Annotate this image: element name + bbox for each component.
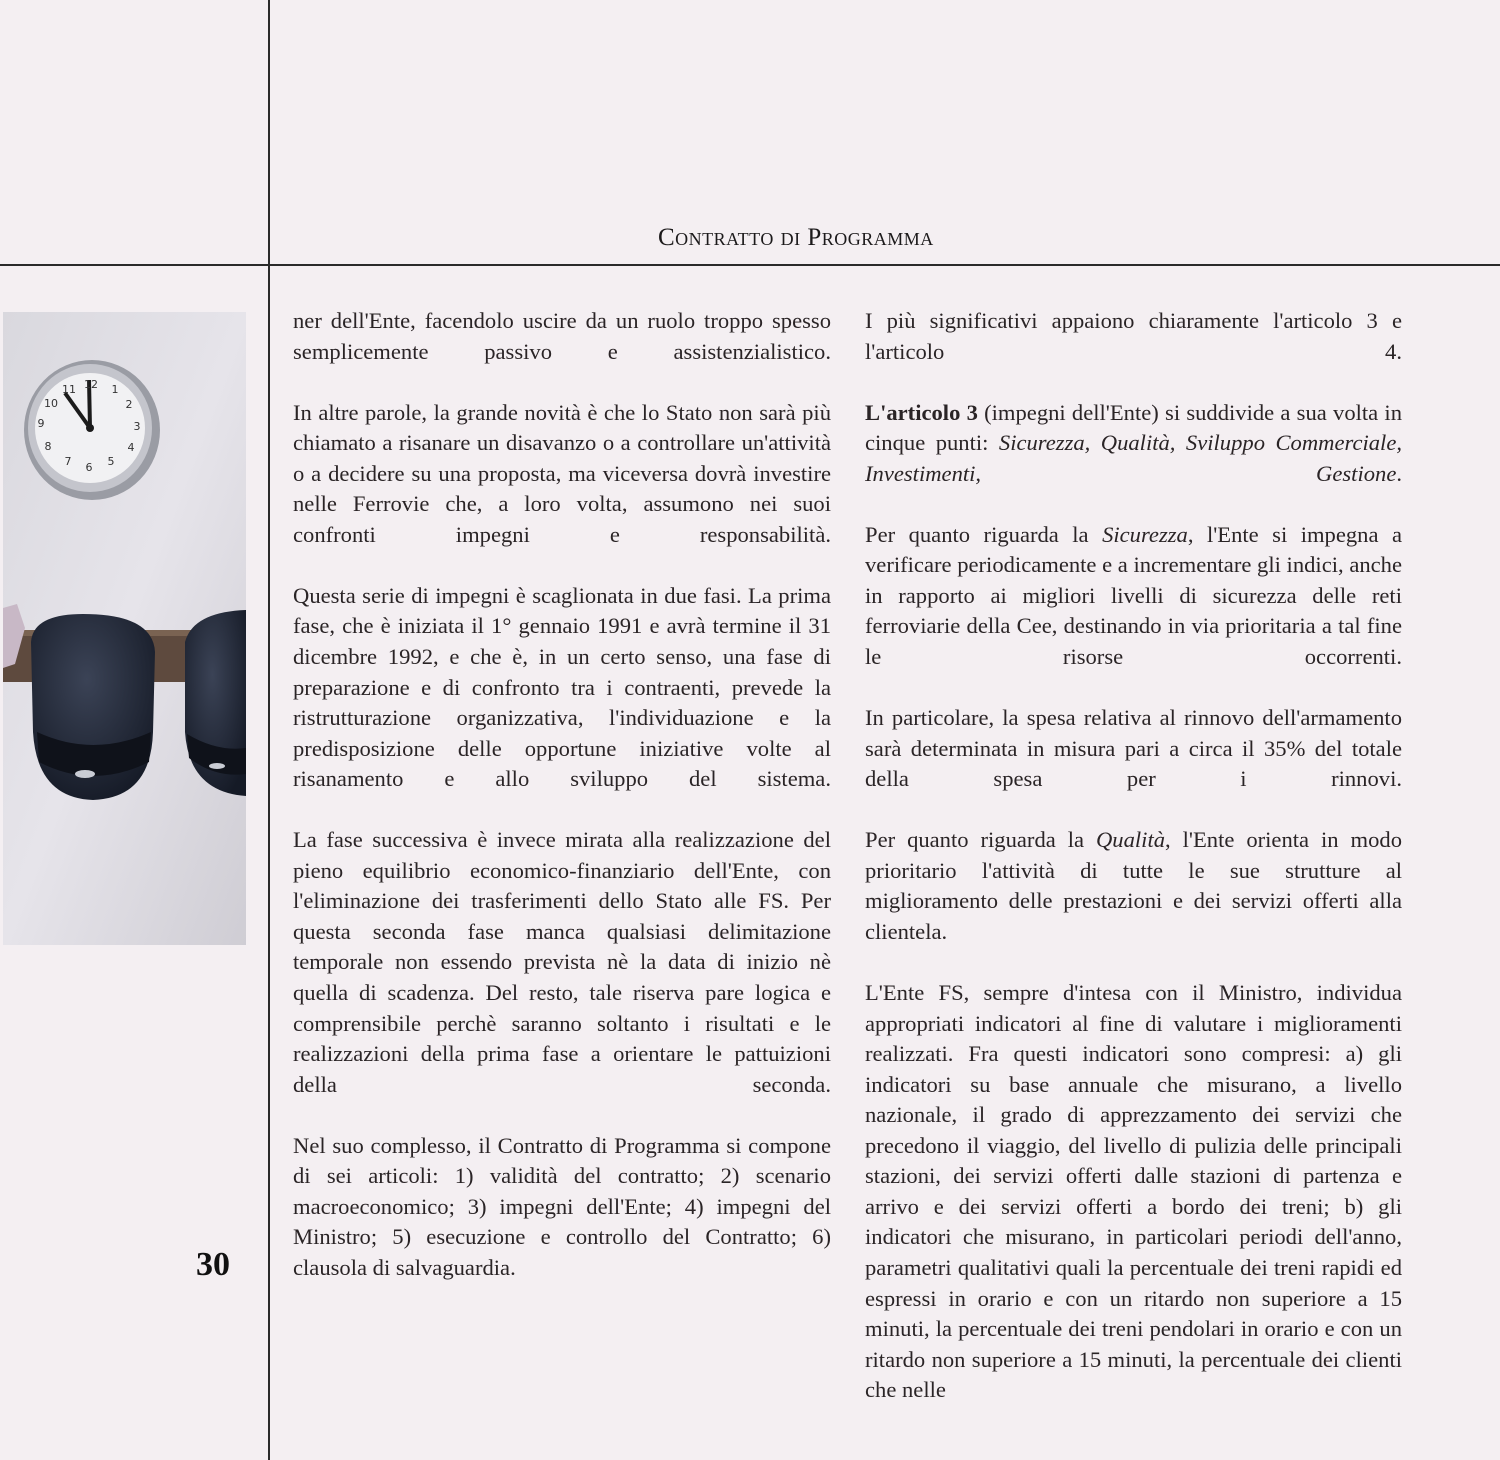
sicurezza-term: Sicurezza bbox=[1102, 521, 1188, 547]
clock-numeral-2: 2 bbox=[125, 398, 133, 411]
article-3-text: (impegni dell'Ente) si suddivide a sua volta in cinque punti: bbox=[865, 399, 1402, 456]
cap-left-icon bbox=[31, 614, 155, 800]
clock-numeral-4: 4 bbox=[127, 441, 135, 454]
right-paragraph-6: L'Ente FS, sempre d'intesa con il Ministro, individua appropriati indicatori al fine di valutare i miglioramenti realizzati. Fra questi indicatori sono compresi: a) gli indicatori su base annuale che misurano, a livello nazionale, il grado di apprezzamento dei servizi che precedono il viaggio, del livello di pulizia delle principali stazioni, dei servizi offerti dalle stazioni di partenza e arrivo e dei servizi offerti a bordo dei treni; b) gli indicatori che misurano, in particolari periodi dell'anno, parametri qualitativi quali la percentuale dei treni rapidi ed espressi in orario e con un ritardo non superiore a 15 minuti, la percentuale dei treni pendolari in orario e con un ritardo non superiore a 15 minuti, la percentuale dei clienti che nelle bbox=[865, 980, 1402, 1403]
right-paragraph-2 bbox=[865, 398, 1402, 520]
right-paragraph-4: In particolare, la spesa relativa al rinnovo dell'armamento sarà determinata in misura pari a circa il 35% del totale della spesa per i rinnovi. bbox=[865, 705, 1402, 792]
clock-numeral-6: 6 bbox=[85, 461, 93, 474]
clock-numeral-8: 8 bbox=[44, 440, 52, 453]
clock-numeral-9: 9 bbox=[37, 417, 45, 430]
sicurezza-lead: Per quanto riguarda la bbox=[865, 521, 1103, 547]
header-rule bbox=[0, 264, 1500, 266]
left-text-column bbox=[293, 306, 831, 1284]
sicurezza-text: , l'Ente si impegna a verificare periodicamente e a incrementare gli indici, anche in rapporto ai migliori livelli di sicurezza delle reti ferroviarie della Cee, destinando in via prioritaria a tal fine le risorse occorrenti. bbox=[865, 521, 1402, 670]
right-paragraph-3 bbox=[865, 520, 1402, 703]
photo-clock-and-caps bbox=[3, 312, 246, 945]
left-paragraph-1: ner dell'Ente, facendolo uscire da un ruolo troppo spesso semplicemente passivo e assistenzialistico. bbox=[293, 308, 831, 364]
running-header: Contratto di Programma bbox=[658, 224, 934, 251]
qualita-text: , l'Ente orienta in modo prioritario l'attività di tutte le sue strutture al miglioramento delle prestazioni e dei servizi offerti alla clientela. bbox=[865, 827, 1402, 944]
article-3-end: . bbox=[1396, 460, 1402, 486]
article-3-points: Sicurezza, Qualità, Sviluppo Commerciale, Investimenti, Gestione bbox=[865, 430, 1402, 486]
right-paragraph-1: I più significativi appaiono chiaramente l'articolo 3 e l'articolo 4. bbox=[865, 308, 1402, 364]
clock-numeral-10: 10 bbox=[44, 397, 58, 410]
clock-numeral-7: 7 bbox=[64, 455, 72, 468]
page-number: 30 bbox=[196, 1246, 230, 1283]
article-3-heading: L'articolo 3 bbox=[865, 399, 978, 425]
left-paragraph-3: Questa serie di impegni è scaglionata in due fasi. La prima fase, che è iniziata il 1° gennaio 1991 e avrà termine il 31 dicembre 1992, e che è, in un certo senso, una fase di preparazione e di confronto tra i contraenti, prevede la ristrutturazione organizzativa, l'individuazione e la predisposizione delle opportune iniziative volte al risanamento e allo sviluppo del sistema. bbox=[293, 582, 831, 792]
qualita-term: Qualità bbox=[1095, 827, 1166, 853]
right-text-column bbox=[865, 306, 1402, 1406]
clock-numeral-12: 12 bbox=[84, 378, 98, 391]
clock-numeral-5: 5 bbox=[107, 455, 115, 468]
left-paragraph-4: La fase successiva è invece mirata alla realizzazione del pieno equilibrio economico-finanziario dell'Ente, con l'eliminazione dei trasferimenti dello Stato alle FS. Per questa seconda fase manca qualsiasi delimitazione temporale non essendo prevista nè la data di inizio nè quella di scadenza. Del resto, tale riserva pare logica e comprensibile perchè saranno soltanto i risultati e le realizzazioni della prima fase a orientare le pattuizioni della seconda. bbox=[293, 827, 831, 1097]
right-paragraph-5 bbox=[865, 825, 1402, 978]
clock-numeral-1: 1 bbox=[111, 383, 119, 396]
left-paragraph-2: In altre parole, la grande novità è che lo Stato non sarà più chiamato a risanare un disavanzo o a controllare un'attività o a decidere su una proposta, ma viceversa dovrà investire nelle Ferrovie che, a loro volta, assumono nei suoi confronti impegni e responsabilità. bbox=[293, 399, 831, 547]
clock-numeral-3: 3 bbox=[133, 420, 141, 433]
qualita-lead: Per quanto riguarda la bbox=[865, 827, 1096, 853]
vertical-rule bbox=[268, 0, 270, 1460]
left-paragraph-5: Nel suo complesso, il Contratto di Programma si compone di sei articoli: 1) validità del contratto; 2) scenario macroeconomico; 3) impegni dell'Ente; 4) impegni del Ministro; 5) esecuzione e controllo del Contratto; 6) clausola di salvaguardia. bbox=[293, 1132, 831, 1280]
clock-numeral-11: 11 bbox=[62, 383, 76, 396]
